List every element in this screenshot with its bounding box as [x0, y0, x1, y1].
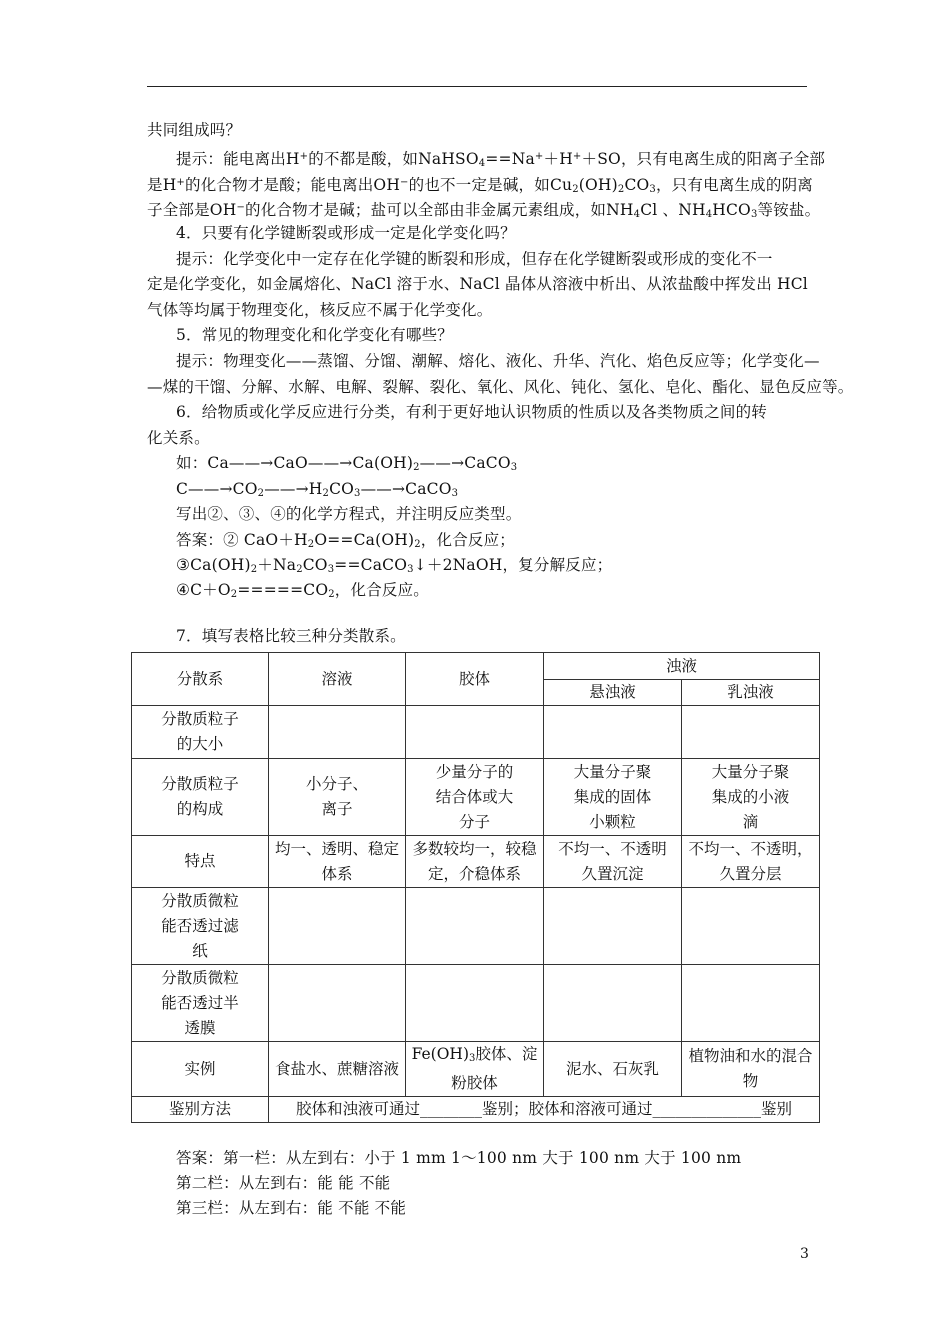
cell-colloid-composition: 少量分子的结合体或大分子 [406, 759, 544, 836]
cell-empty [269, 888, 406, 965]
cell-solution-composition: 小分子、离子 [269, 759, 406, 836]
cell-empty [269, 706, 406, 759]
cell-empty [269, 965, 406, 1042]
cell-solution-example: 食盐水、蔗糖溶液 [269, 1042, 406, 1097]
reaction-chain-ca: 如：$Ca——\to CaO——\to Ca(OH)_2——\to CaCO_3$ [176, 454, 518, 473]
header-suspension: 悬浊液 [544, 680, 682, 706]
row-label-examples: 实例 [132, 1042, 269, 1097]
question-5: 5．常见的物理变化和化学变化有哪些？ [176, 326, 453, 344]
cell-solution-features: 均一、透明、稳定体系 [269, 836, 406, 888]
text-line: 是H+的化合物才是酸；能电离出OH−的也不一定是碱，如$Cu_2(OH)_2CO_3$，只有电离生成的阴离 [147, 176, 813, 195]
text-line: 子全部是OH−的化合物才是碱；盐可以全部由非金属元素组成，如$NH_4Cl$ 、$NH_4HCO_3$等铵盐。 [147, 201, 821, 220]
answer-eq-4: $④C+O_2=====CO_2$，化合反应。 [176, 581, 429, 600]
cell-suspension-example: 泥水、石灰乳 [544, 1042, 682, 1097]
reaction-chain-c: $C——\to CO_2——\to H_2CO_3——\to CaCO_3$ [176, 480, 459, 499]
cell-empty [682, 888, 820, 965]
header-turbid: 浊液 [544, 653, 820, 680]
text-line: 气体等均属于物理变化，核反应不属于化学变化。 [147, 301, 493, 319]
header-rule [147, 86, 807, 87]
cell-empty [544, 965, 682, 1042]
text-line: —煤的干馏、分解、水解、电解、裂解、裂化、氧化、风化、钝化、氢化、皂化、酯化、显色反应等。 [147, 378, 854, 396]
answer-eq-2: 答案：② $CaO+H_2O==Ca(OH)_2$，化合反应； [176, 531, 515, 550]
cell-emulsion-composition: 大量分子聚集成的小液滴 [682, 759, 820, 836]
text-line: 共同组成吗？ [147, 121, 242, 139]
cell-emulsion-features: 不均一、不透明，久置分层 [682, 836, 820, 888]
cell-empty [544, 888, 682, 965]
cell-identify-method: 胶体和浊液可通过________鉴别；胶体和溶液可通过______________鉴别 [269, 1097, 820, 1123]
header-emulsion: 乳浊液 [682, 680, 820, 706]
row-label-composition: 分散质粒子的构成 [132, 759, 269, 836]
answer-eq-3: $③Ca(OH)_2+Na_2CO_3==CaCO_3↓+2NaOH$，复分解反应； [176, 556, 613, 575]
cell-empty [682, 965, 820, 1042]
header-colloid: 胶体 [406, 653, 544, 706]
text-line: 定是化学变化，如金属熔化、NaCl 溶于水、NaCl 晶体从溶液中析出、从浓盐酸中挥发出 HCl [147, 275, 808, 293]
cell-empty [544, 706, 682, 759]
text-line: 写出②、③、④的化学方程式，并注明反应类型。 [176, 505, 522, 523]
text-line: 提示：物理变化——蒸馏、分馏、潮解、熔化、液化、升华、汽化、焰色反应等；化学变化— [176, 352, 820, 370]
header-solution: 溶液 [269, 653, 406, 706]
dispersion-table [131, 652, 820, 1123]
row-label-size: 分散质粒子的大小 [132, 706, 269, 759]
row-label-filter-paper: 分散质微粒能否透过滤纸 [132, 888, 269, 965]
cell-emulsion-example: 植物油和水的混合物 [682, 1042, 820, 1097]
cell-empty [406, 888, 544, 965]
answer-row-3: 第三栏：从左到右：能 不能 不能 [176, 1199, 407, 1217]
answer-row-1: 答案：第一栏：从左到右：小于 1 mm 1～100 nm 大于 100 nm 大于 100 nm [176, 1149, 742, 1167]
text-line: 提示：能电离出H+的不都是酸，如NaHSO$_4$==Na+＋H+＋SO，只有电离生成的阳离子全部 [176, 150, 826, 169]
row-label-membrane: 分散质微粒能否透过半透膜 [132, 965, 269, 1042]
cell-empty [682, 706, 820, 759]
header-system: 分散系 [132, 653, 269, 706]
cell-suspension-composition: 大量分子聚集成的固体小颗粒 [544, 759, 682, 836]
text-line: 提示：化学变化中一定存在化学键的断裂和形成，但存在化学键断裂或形成的变化不一 [176, 250, 773, 268]
cell-colloid-example: $Fe(OH)_3$胶体、淀粉胶体 [406, 1042, 544, 1097]
row-label-identify: 鉴别方法 [132, 1097, 269, 1123]
text-line: 化关系。 [147, 429, 210, 447]
question-4: 4．只要有化学键断裂或形成一定是化学变化吗？ [176, 224, 516, 242]
row-label-features: 特点 [132, 836, 269, 888]
question-6: 6．给物质或化学反应进行分类，有利于更好地认识物质的性质以及各类物质之间的转 [176, 403, 767, 421]
question-7: 7．填写表格比较三种分类散系。 [176, 627, 406, 645]
cell-suspension-features: 不均一、不透明久置沉淀 [544, 836, 682, 888]
page-number: 3 [800, 1246, 809, 1262]
cell-empty [406, 706, 544, 759]
cell-colloid-features: 多数较均一，较稳定，介稳体系 [406, 836, 544, 888]
cell-empty [406, 965, 544, 1042]
answer-row-2: 第二栏：从左到右：能 能 不能 [176, 1174, 391, 1192]
